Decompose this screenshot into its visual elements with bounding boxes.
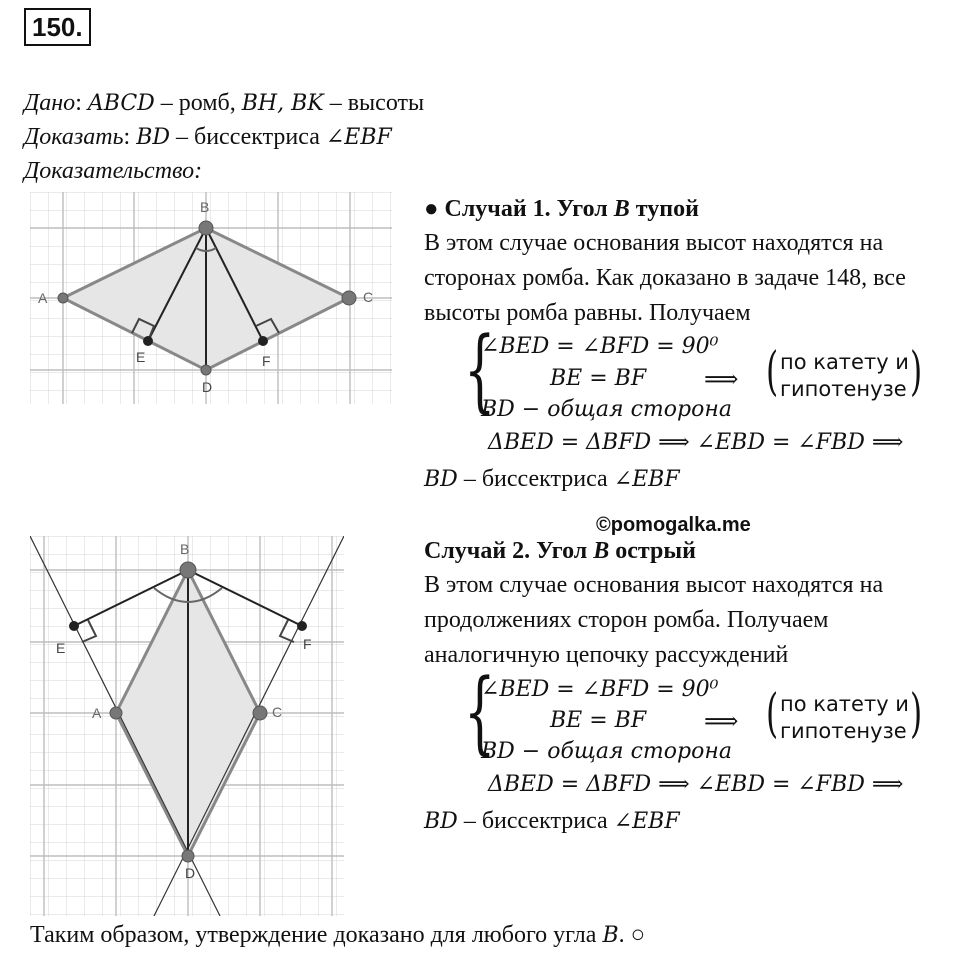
figure-case1	[30, 192, 392, 404]
label-a: A	[92, 705, 102, 721]
case1-title	[424, 192, 699, 226]
given-line	[24, 86, 424, 121]
watermark: ©pomogalka.me	[596, 514, 751, 536]
case2-paren-left: (	[766, 684, 779, 744]
label-c: C	[363, 289, 374, 305]
case2-text-3: аналогичную цепочку рассуждений	[424, 642, 789, 668]
case1-brace: {	[464, 318, 496, 423]
label-c: C	[272, 704, 283, 720]
prove-angle: ∠EBF	[325, 125, 392, 150]
case2-chain: ΔBED = ΔBFD ⟹ ∠EBD = ∠FBD ⟹	[488, 772, 904, 797]
case1-conclusion-text: – биссектриса	[457, 466, 614, 492]
given-dash: – ромб,	[154, 90, 242, 116]
figure-case2	[30, 536, 344, 916]
label-b: B	[180, 541, 190, 557]
point-f	[258, 336, 268, 346]
case2-brace: {	[464, 660, 496, 765]
label-b: B	[200, 199, 210, 215]
case1-system-2: BE = BF	[550, 366, 647, 391]
case1-reason-1: по катету и	[780, 350, 909, 374]
case1-paren-left: (	[766, 342, 779, 402]
problem-number: 150.	[24, 8, 91, 46]
case2-text-1: В этом случае основания высот находятся на	[424, 572, 884, 598]
prove-label: Доказать	[24, 124, 124, 150]
case2-conclusion-math: BD	[424, 809, 458, 834]
point-d	[201, 365, 211, 375]
prove-line	[24, 120, 392, 155]
case1-title-prefix: ● Случай 1. Угол	[424, 196, 614, 222]
case1-paren-right: )	[910, 342, 923, 402]
case2-reason-2: гипотенузе	[780, 719, 907, 743]
case2-conclusion-angle: ∠EBF	[613, 809, 680, 834]
label-f: F	[303, 636, 312, 652]
given-rest: – высоты	[323, 90, 425, 116]
point-e	[69, 621, 79, 631]
case1-implies: ⟹	[704, 365, 739, 393]
given-sep: :	[75, 90, 88, 116]
case1-chain: ΔBED = ΔBFD ⟹ ∠EBD = ∠FBD ⟹	[488, 430, 904, 455]
prove-sep: :	[123, 124, 137, 150]
case1-text-1: В этом случае основания высот находятся на	[424, 230, 884, 256]
case2-implies: ⟹	[704, 707, 739, 735]
case2-system-1: ∠BED = ∠BFD = 90⁰	[481, 677, 719, 702]
point-a	[58, 293, 68, 303]
case1-title-var: B	[613, 196, 630, 222]
point-b	[199, 221, 213, 235]
prove-math: BD	[136, 125, 170, 150]
case2-title-suffix: острый	[609, 538, 696, 564]
case1-conclusion-angle: ∠EBF	[613, 467, 680, 492]
label-d: D	[202, 379, 213, 395]
case2-system-2: BE = BF	[550, 708, 647, 733]
point-d	[182, 850, 194, 862]
case1-conclusion-math: BD	[424, 467, 458, 492]
case2-system-3: BD − общая сторона	[481, 739, 732, 764]
case1-system-1: ∠BED = ∠BFD = 90⁰	[481, 334, 719, 359]
point-c	[342, 291, 356, 305]
proof-label: Доказательство:	[24, 158, 203, 184]
final-text: Таким образом, утверждение доказано для любого угла	[30, 922, 603, 948]
given-label: Дано	[24, 90, 76, 116]
prove-rest: – биссектриса	[170, 124, 326, 150]
point-b	[180, 562, 196, 578]
final-var: B	[602, 923, 619, 948]
final-end: . ○	[618, 922, 646, 948]
label-e: E	[56, 640, 66, 656]
case1-text-2: сторонах ромба. Как доказано в задаче 148, все	[424, 265, 906, 291]
label-f: F	[262, 353, 271, 369]
case2-text-2: продолжениях сторон ромба. Получаем	[424, 607, 829, 633]
given-math: ABCD	[87, 91, 155, 116]
given-math2: BH, BK	[241, 91, 324, 116]
case1-system-3: BD − общая сторона	[481, 397, 732, 422]
case2-conclusion-text: – биссектриса	[457, 808, 614, 834]
label-a: A	[38, 290, 48, 306]
point-e	[143, 336, 153, 346]
case1-conclusion	[424, 462, 680, 497]
point-f	[297, 621, 307, 631]
case2-title-var: B	[593, 538, 610, 564]
case2-paren-right: )	[910, 684, 923, 744]
case2-title	[424, 534, 696, 568]
point-a	[110, 707, 122, 719]
case2-title-prefix: Случай 2. Угол	[424, 538, 594, 564]
case1-text-3: высоты ромба равны. Получаем	[424, 300, 751, 326]
final-statement	[30, 918, 645, 953]
label-e: E	[136, 349, 146, 365]
case1-title-suffix: тупой	[629, 196, 699, 222]
case2-reason-1: по катету и	[780, 692, 909, 716]
case2-conclusion	[424, 804, 680, 839]
point-c	[253, 706, 267, 720]
case1-reason-2: гипотенузе	[780, 377, 907, 401]
label-d: D	[185, 865, 196, 881]
